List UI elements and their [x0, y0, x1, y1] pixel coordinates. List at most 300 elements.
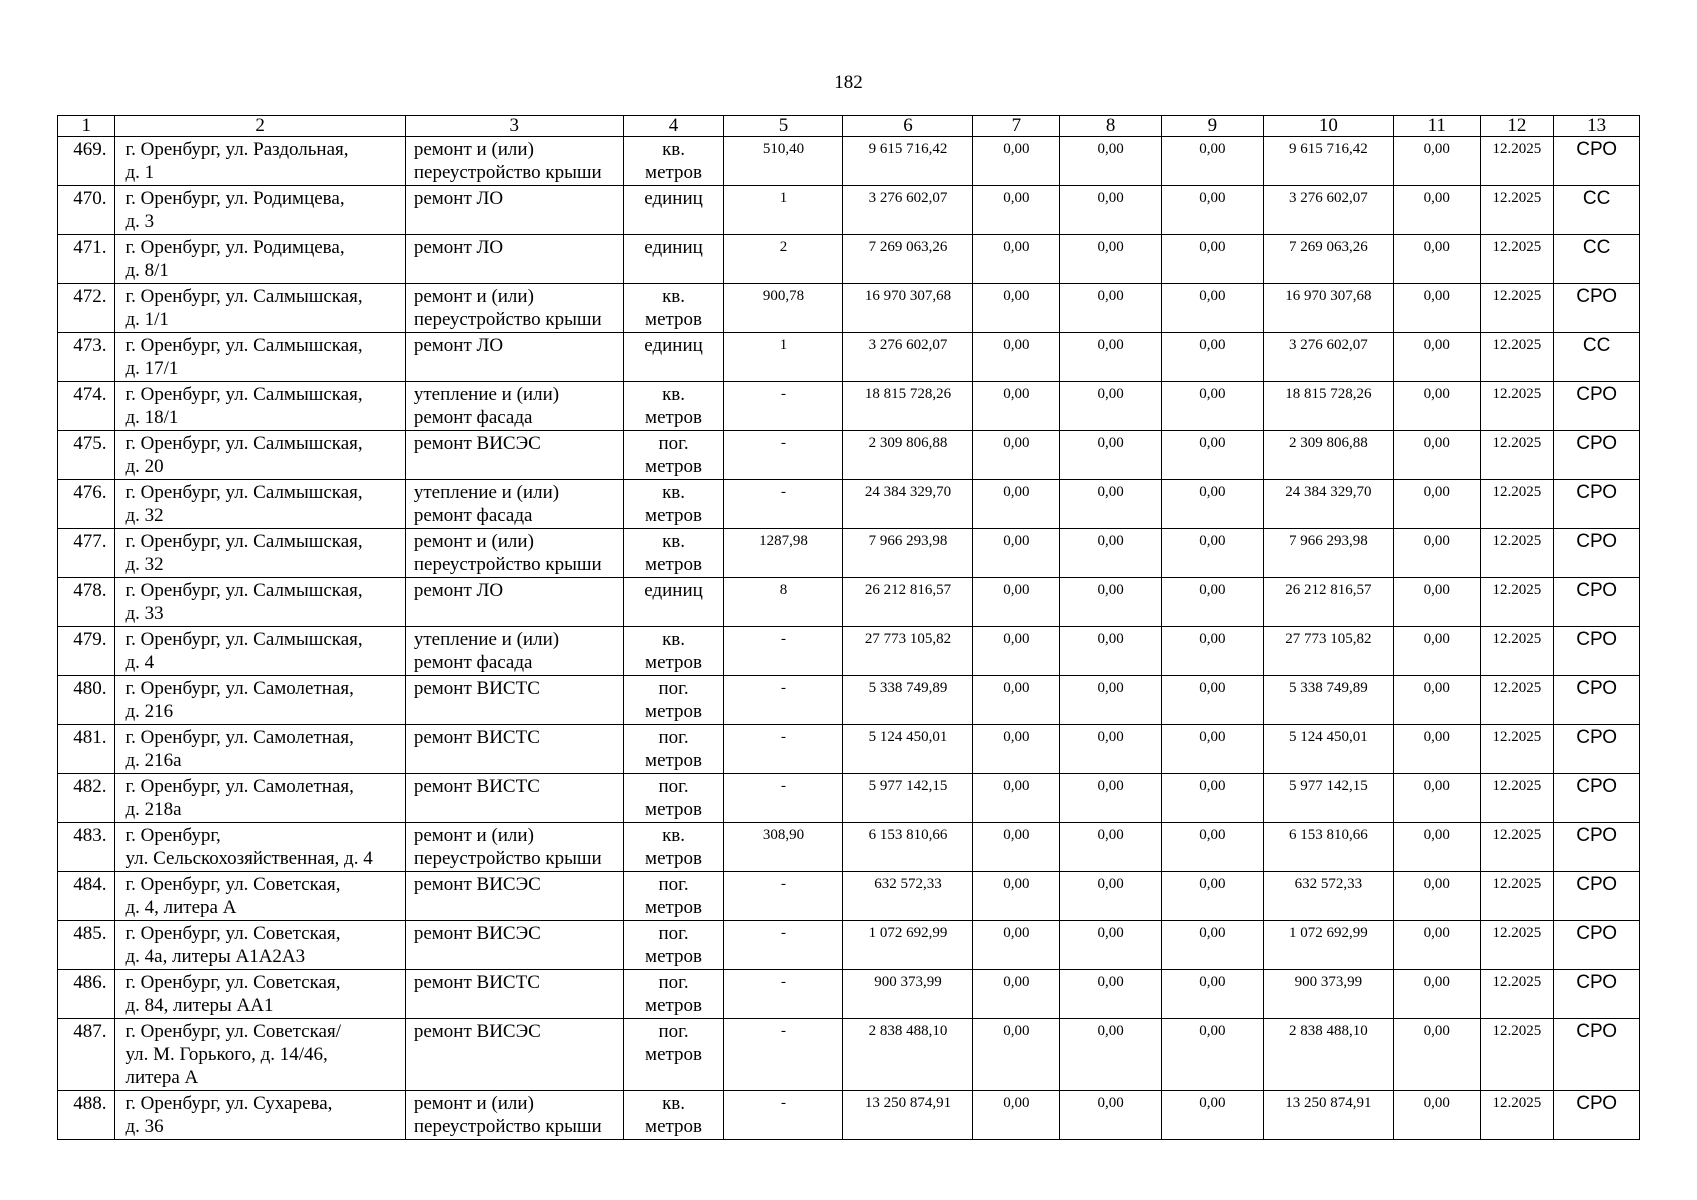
- unit-cell: [623, 186, 724, 235]
- value-cell-c12: 12.2025: [1480, 676, 1554, 725]
- value-cell-c12: 12.2025: [1480, 823, 1554, 872]
- unit-line: пог.: [658, 727, 689, 748]
- unit-cell: [623, 578, 724, 627]
- value-cell-c6: 3 276 602,07: [843, 333, 973, 382]
- unit-line: метров: [645, 946, 703, 967]
- work-type-cell: [405, 774, 623, 823]
- value-cell-c7: 0,00: [973, 333, 1060, 382]
- unit-line: метров: [645, 162, 703, 183]
- value-cell-c6: 900 373,99: [843, 970, 973, 1019]
- page-number: 182: [834, 72, 863, 93]
- value-cell-c11: 0,00: [1393, 578, 1480, 627]
- value-cell-c6: 5 338 749,89: [843, 676, 973, 725]
- address-line: г. Оренбург, ул. Советская,: [125, 874, 341, 895]
- work-type-cell: [405, 1091, 623, 1140]
- unit-cell: [623, 480, 724, 529]
- unit-line: кв.: [662, 286, 686, 307]
- address-line: д. 32: [125, 554, 164, 575]
- work-type-cell: [405, 186, 623, 235]
- value-cell-c12: 12.2025: [1480, 529, 1554, 578]
- table-row: [58, 333, 1640, 382]
- unit-line: метров: [645, 750, 703, 771]
- value-cell-c8: 0,00: [1060, 970, 1162, 1019]
- value-cell-c10: 3 276 602,07: [1263, 186, 1393, 235]
- method-cell: СРО: [1554, 578, 1640, 627]
- table-row: [58, 235, 1640, 284]
- unit-cell: [623, 431, 724, 480]
- value-cell-c8: 0,00: [1060, 235, 1162, 284]
- address-cell: [115, 921, 405, 970]
- value-cell-c11: 0,00: [1393, 774, 1480, 823]
- value-cell-c9: 0,00: [1162, 235, 1264, 284]
- value-cell-c12: 12.2025: [1480, 431, 1554, 480]
- table-row: [58, 382, 1640, 431]
- value-cell-c9: 0,00: [1162, 186, 1264, 235]
- address-line: д. 18/1: [125, 407, 179, 428]
- value-cell-c9: 0,00: [1162, 676, 1264, 725]
- address-line: д. 1: [125, 162, 155, 183]
- value-cell-c5: -: [724, 774, 843, 823]
- value-cell-c8: 0,00: [1060, 431, 1162, 480]
- value-cell-c8: 0,00: [1060, 774, 1162, 823]
- unit-cell: [623, 382, 724, 431]
- value-cell-c10: 7 966 293,98: [1263, 529, 1393, 578]
- row-number-cell: 483.: [58, 823, 115, 872]
- method-cell: СРО: [1554, 284, 1640, 333]
- value-cell-c10: 1 072 692,99: [1263, 921, 1393, 970]
- unit-line: пог.: [658, 433, 689, 454]
- value-cell-c5: -: [724, 921, 843, 970]
- row-number-cell: 472.: [58, 284, 115, 333]
- work-line: ремонт ЛО: [413, 237, 504, 258]
- value-cell-c5: 900,78: [724, 284, 843, 333]
- column-header: 12: [1480, 116, 1554, 137]
- address-line: г. Оренбург, ул. Родимцева,: [125, 237, 345, 258]
- address-line: г. Оренбург, ул. Самолетная,: [125, 727, 354, 748]
- table-row: [58, 921, 1640, 970]
- work-type-cell: [405, 431, 623, 480]
- row-number-cell: 469.: [58, 137, 115, 186]
- method-cell: СРО: [1554, 725, 1640, 774]
- value-cell-c7: 0,00: [973, 480, 1060, 529]
- unit-line: метров: [645, 505, 703, 526]
- value-cell-c11: 0,00: [1393, 823, 1480, 872]
- address-cell: [115, 529, 405, 578]
- value-cell-c11: 0,00: [1393, 627, 1480, 676]
- value-cell-c12: 12.2025: [1480, 627, 1554, 676]
- address-line: г. Оренбург, ул. Салмышская,: [125, 384, 363, 405]
- work-type-cell: [405, 382, 623, 431]
- address-line: д. 4а, литеры А1А2А3: [125, 946, 306, 967]
- value-cell-c8: 0,00: [1060, 823, 1162, 872]
- work-line: переустройство крыши: [413, 309, 602, 330]
- address-line: ул. М. Горького, д. 14/46,: [125, 1044, 328, 1065]
- unit-line: метров: [645, 652, 703, 673]
- address-line: д. 1/1: [125, 309, 169, 330]
- column-header: 5: [724, 116, 843, 137]
- address-line: г. Оренбург, ул. Сухарева,: [125, 1093, 333, 1114]
- unit-line: кв.: [662, 1093, 686, 1114]
- value-cell-c10: 16 970 307,68: [1263, 284, 1393, 333]
- unit-cell: [623, 529, 724, 578]
- work-type-cell: [405, 823, 623, 872]
- value-cell-c10: 5 977 142,15: [1263, 774, 1393, 823]
- value-cell-c5: 1: [724, 333, 843, 382]
- value-cell-c5: -: [724, 480, 843, 529]
- row-number-cell: 480.: [58, 676, 115, 725]
- value-cell-c11: 0,00: [1393, 676, 1480, 725]
- unit-line: кв.: [662, 139, 686, 160]
- value-cell-c5: -: [724, 725, 843, 774]
- work-line: ремонт ЛО: [413, 335, 504, 356]
- row-number-cell: 486.: [58, 970, 115, 1019]
- work-line: переустройство крыши: [413, 554, 602, 575]
- address-line: г. Оренбург, ул. Салмышская,: [125, 629, 363, 650]
- value-cell-c7: 0,00: [973, 235, 1060, 284]
- value-cell-c10: 27 773 105,82: [1263, 627, 1393, 676]
- value-cell-c6: 18 815 728,26: [843, 382, 973, 431]
- table-row: [58, 137, 1640, 186]
- method-cell: СРО: [1554, 1091, 1640, 1140]
- address-line: д. 218а: [125, 799, 182, 820]
- value-cell-c9: 0,00: [1162, 1019, 1264, 1091]
- address-cell: [115, 676, 405, 725]
- table-row: [58, 529, 1640, 578]
- value-cell-c7: 0,00: [973, 970, 1060, 1019]
- value-cell-c9: 0,00: [1162, 382, 1264, 431]
- value-cell-c6: 1 072 692,99: [843, 921, 973, 970]
- work-line: ремонт ВИСТС: [413, 776, 540, 797]
- value-cell-c7: 0,00: [973, 529, 1060, 578]
- table-row: [58, 480, 1640, 529]
- value-cell-c12: 12.2025: [1480, 480, 1554, 529]
- value-cell-c6: 26 212 816,57: [843, 578, 973, 627]
- work-type-cell: [405, 529, 623, 578]
- address-line: г. Оренбург, ул. Самолетная,: [125, 776, 354, 797]
- work-line: ремонт ВИСТС: [413, 972, 540, 993]
- work-line: ремонт ВИСЭС: [413, 874, 541, 895]
- row-number-cell: 471.: [58, 235, 115, 284]
- value-cell-c8: 0,00: [1060, 382, 1162, 431]
- address-line: г. Оренбург,: [125, 825, 221, 846]
- work-line: утепление и (или): [413, 482, 560, 503]
- row-number-cell: 485.: [58, 921, 115, 970]
- row-number-cell: 475.: [58, 431, 115, 480]
- value-cell-c6: 27 773 105,82: [843, 627, 973, 676]
- value-cell-c11: 0,00: [1393, 725, 1480, 774]
- table-row: [58, 1019, 1640, 1091]
- table-row: [58, 872, 1640, 921]
- work-type-cell: [405, 970, 623, 1019]
- work-line: ремонт и (или): [413, 286, 534, 307]
- address-cell: [115, 627, 405, 676]
- unit-line: пог.: [658, 776, 689, 797]
- table-row: [58, 774, 1640, 823]
- unit-line: пог.: [658, 678, 689, 699]
- address-cell: [115, 382, 405, 431]
- method-cell: СС: [1554, 186, 1640, 235]
- row-number-cell: 479.: [58, 627, 115, 676]
- address-line: г. Оренбург, ул. Советская,: [125, 972, 341, 993]
- value-cell-c12: 12.2025: [1480, 725, 1554, 774]
- value-cell-c10: 2 838 488,10: [1263, 1019, 1393, 1091]
- address-line: г. Оренбург, ул. Раздольная,: [125, 139, 349, 160]
- value-cell-c8: 0,00: [1060, 627, 1162, 676]
- value-cell-c7: 0,00: [973, 137, 1060, 186]
- value-cell-c8: 0,00: [1060, 333, 1162, 382]
- value-cell-c5: -: [724, 1019, 843, 1091]
- work-type-cell: [405, 872, 623, 921]
- value-cell-c7: 0,00: [973, 676, 1060, 725]
- work-type-cell: [405, 333, 623, 382]
- row-number-cell: 488.: [58, 1091, 115, 1140]
- value-cell-c8: 0,00: [1060, 480, 1162, 529]
- column-header: 1: [58, 116, 115, 137]
- value-cell-c11: 0,00: [1393, 1091, 1480, 1140]
- value-cell-c7: 0,00: [973, 823, 1060, 872]
- value-cell-c5: -: [724, 970, 843, 1019]
- value-cell-c10: 5 124 450,01: [1263, 725, 1393, 774]
- value-cell-c12: 12.2025: [1480, 1091, 1554, 1140]
- value-cell-c5: -: [724, 676, 843, 725]
- unit-cell: [623, 872, 724, 921]
- method-cell: СРО: [1554, 627, 1640, 676]
- value-cell-c11: 0,00: [1393, 186, 1480, 235]
- work-line: ремонт и (или): [413, 531, 534, 552]
- value-cell-c6: 2 838 488,10: [843, 1019, 973, 1091]
- value-cell-c5: -: [724, 382, 843, 431]
- unit-line: кв.: [662, 384, 686, 405]
- column-header: 13: [1554, 116, 1640, 137]
- value-cell-c9: 0,00: [1162, 823, 1264, 872]
- value-cell-c6: 9 615 716,42: [843, 137, 973, 186]
- value-cell-c8: 0,00: [1060, 872, 1162, 921]
- unit-line: метров: [645, 848, 703, 869]
- value-cell-c6: 3 276 602,07: [843, 186, 973, 235]
- unit-line: пог.: [658, 972, 689, 993]
- address-cell: [115, 137, 405, 186]
- value-cell-c9: 0,00: [1162, 137, 1264, 186]
- value-cell-c5: 1: [724, 186, 843, 235]
- address-line: г. Оренбург, ул. Салмышская,: [125, 580, 363, 601]
- unit-cell: [623, 627, 724, 676]
- value-cell-c9: 0,00: [1162, 872, 1264, 921]
- column-header: 4: [623, 116, 724, 137]
- address-line: ул. Сельскохозяйственная, д. 4: [125, 848, 373, 869]
- method-cell: СС: [1554, 235, 1640, 284]
- column-header: 9: [1162, 116, 1264, 137]
- value-cell-c8: 0,00: [1060, 186, 1162, 235]
- value-cell-c6: 16 970 307,68: [843, 284, 973, 333]
- value-cell-c10: 9 615 716,42: [1263, 137, 1393, 186]
- table-row: [58, 578, 1640, 627]
- work-type-cell: [405, 480, 623, 529]
- value-cell-c10: 5 338 749,89: [1263, 676, 1393, 725]
- value-cell-c6: 7 269 063,26: [843, 235, 973, 284]
- table-row: [58, 627, 1640, 676]
- unit-line: пог.: [658, 874, 689, 895]
- value-cell-c11: 0,00: [1393, 970, 1480, 1019]
- value-cell-c10: 24 384 329,70: [1263, 480, 1393, 529]
- unit-cell: [623, 823, 724, 872]
- value-cell-c8: 0,00: [1060, 529, 1162, 578]
- address-cell: [115, 725, 405, 774]
- work-line: ремонт и (или): [413, 825, 534, 846]
- value-cell-c5: 308,90: [724, 823, 843, 872]
- row-number-cell: 470.: [58, 186, 115, 235]
- unit-cell: [623, 921, 724, 970]
- value-cell-c7: 0,00: [973, 872, 1060, 921]
- unit-cell: [623, 1019, 724, 1091]
- table-row: [58, 431, 1640, 480]
- unit-line: пог.: [658, 1021, 689, 1042]
- method-cell: СС: [1554, 333, 1640, 382]
- value-cell-c5: 8: [724, 578, 843, 627]
- work-line: ремонт фасада: [413, 407, 533, 428]
- value-cell-c9: 0,00: [1162, 529, 1264, 578]
- address-cell: [115, 480, 405, 529]
- work-line: ремонт ВИСЭС: [413, 1021, 541, 1042]
- unit-line: метров: [645, 554, 703, 575]
- row-number-cell: 477.: [58, 529, 115, 578]
- work-line: ремонт фасада: [413, 505, 533, 526]
- address-line: литера А: [125, 1067, 199, 1088]
- unit-cell: [623, 284, 724, 333]
- column-number-header-row: [58, 116, 1640, 137]
- method-cell: СРО: [1554, 823, 1640, 872]
- value-cell-c6: 632 572,33: [843, 872, 973, 921]
- row-number-cell: 476.: [58, 480, 115, 529]
- address-line: д. 3: [125, 211, 155, 232]
- work-line: ремонт ВИСТС: [413, 678, 540, 699]
- value-cell-c11: 0,00: [1393, 284, 1480, 333]
- work-line: ремонт ВИСЭС: [413, 433, 541, 454]
- work-line: ремонт фасада: [413, 652, 533, 673]
- row-number-cell: 481.: [58, 725, 115, 774]
- work-line: ремонт ВИСТС: [413, 727, 540, 748]
- work-line: переустройство крыши: [413, 848, 602, 869]
- value-cell-c12: 12.2025: [1480, 137, 1554, 186]
- work-type-cell: [405, 725, 623, 774]
- address-cell: [115, 578, 405, 627]
- row-number-cell: 478.: [58, 578, 115, 627]
- value-cell-c9: 0,00: [1162, 284, 1264, 333]
- value-cell-c8: 0,00: [1060, 676, 1162, 725]
- work-line: ремонт ВИСЭС: [413, 923, 541, 944]
- value-cell-c11: 0,00: [1393, 921, 1480, 970]
- method-cell: СРО: [1554, 872, 1640, 921]
- value-cell-c10: 900 373,99: [1263, 970, 1393, 1019]
- unit-line: единиц: [644, 335, 703, 356]
- value-cell-c9: 0,00: [1162, 970, 1264, 1019]
- work-type-cell: [405, 578, 623, 627]
- value-cell-c7: 0,00: [973, 186, 1060, 235]
- address-line: д. 4, литера А: [125, 897, 237, 918]
- column-header: 7: [973, 116, 1060, 137]
- address-cell: [115, 823, 405, 872]
- address-line: г. Оренбург, ул. Родимцева,: [125, 188, 345, 209]
- table-row: [58, 676, 1640, 725]
- unit-line: кв.: [662, 629, 686, 650]
- unit-line: метров: [645, 995, 703, 1016]
- address-line: г. Оренбург, ул. Салмышская,: [125, 531, 363, 552]
- unit-line: метров: [645, 897, 703, 918]
- value-cell-c6: 6 153 810,66: [843, 823, 973, 872]
- value-cell-c9: 0,00: [1162, 921, 1264, 970]
- value-cell-c7: 0,00: [973, 382, 1060, 431]
- work-type-cell: [405, 235, 623, 284]
- work-type-cell: [405, 921, 623, 970]
- address-cell: [115, 333, 405, 382]
- method-cell: СРО: [1554, 1019, 1640, 1091]
- address-line: г. Оренбург, ул. Салмышская,: [125, 335, 363, 356]
- capital-repair-table: [57, 115, 1640, 1140]
- value-cell-c10: 6 153 810,66: [1263, 823, 1393, 872]
- unit-line: единиц: [644, 580, 703, 601]
- method-cell: СРО: [1554, 431, 1640, 480]
- value-cell-c5: -: [724, 872, 843, 921]
- work-line: ремонт и (или): [413, 1093, 534, 1114]
- value-cell-c5: 510,40: [724, 137, 843, 186]
- unit-cell: [623, 137, 724, 186]
- address-line: д. 33: [125, 603, 164, 624]
- value-cell-c9: 0,00: [1162, 578, 1264, 627]
- value-cell-c7: 0,00: [973, 921, 1060, 970]
- value-cell-c12: 12.2025: [1480, 872, 1554, 921]
- unit-line: метров: [645, 456, 703, 477]
- value-cell-c7: 0,00: [973, 431, 1060, 480]
- value-cell-c6: 5 977 142,15: [843, 774, 973, 823]
- value-cell-c9: 0,00: [1162, 480, 1264, 529]
- unit-line: метров: [645, 1116, 703, 1137]
- unit-line: метров: [645, 407, 703, 428]
- value-cell-c11: 0,00: [1393, 382, 1480, 431]
- value-cell-c12: 12.2025: [1480, 235, 1554, 284]
- value-cell-c9: 0,00: [1162, 627, 1264, 676]
- work-type-cell: [405, 627, 623, 676]
- value-cell-c11: 0,00: [1393, 872, 1480, 921]
- value-cell-c8: 0,00: [1060, 137, 1162, 186]
- row-number-cell: 487.: [58, 1019, 115, 1091]
- value-cell-c5: 1287,98: [724, 529, 843, 578]
- unit-cell: [623, 725, 724, 774]
- value-cell-c8: 0,00: [1060, 578, 1162, 627]
- value-cell-c10: 26 212 816,57: [1263, 578, 1393, 627]
- value-cell-c6: 5 124 450,01: [843, 725, 973, 774]
- work-line: ремонт и (или): [413, 139, 534, 160]
- value-cell-c7: 0,00: [973, 627, 1060, 676]
- row-number-cell: 484.: [58, 872, 115, 921]
- column-header: 2: [115, 116, 405, 137]
- address-line: д. 84, литеры АА1: [125, 995, 274, 1016]
- value-cell-c12: 12.2025: [1480, 284, 1554, 333]
- address-line: д. 8/1: [125, 260, 169, 281]
- unit-line: пог.: [658, 923, 689, 944]
- work-line: утепление и (или): [413, 629, 560, 650]
- value-cell-c12: 12.2025: [1480, 186, 1554, 235]
- method-cell: СРО: [1554, 480, 1640, 529]
- value-cell-c10: 2 309 806,88: [1263, 431, 1393, 480]
- value-cell-c5: 2: [724, 235, 843, 284]
- value-cell-c12: 12.2025: [1480, 578, 1554, 627]
- column-header: 11: [1393, 116, 1480, 137]
- column-header: 8: [1060, 116, 1162, 137]
- unit-cell: [623, 333, 724, 382]
- work-line: переустройство крыши: [413, 162, 602, 183]
- address-line: г. Оренбург, ул. Салмышская,: [125, 286, 363, 307]
- unit-cell: [623, 235, 724, 284]
- table-row: [58, 284, 1640, 333]
